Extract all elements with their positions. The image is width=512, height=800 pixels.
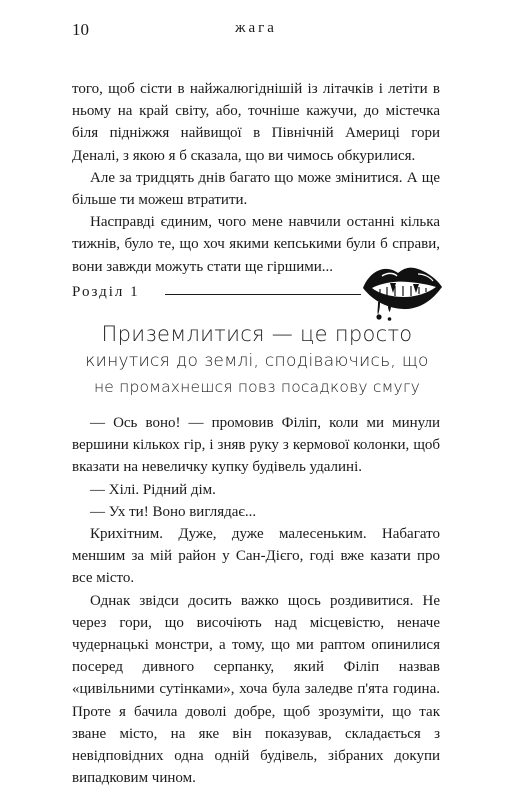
chapter-heading bbox=[72, 262, 442, 322]
paragraph: — Хілі. Рідний дім. bbox=[90, 481, 216, 498]
chapter-label: Розділ 1 bbox=[72, 284, 140, 300]
paragraph: того, щоб сісти в найжалюгіднішій із літачків і летіти в ньому на край світу, або, точніше кажучи, до містечка біля підніжжя найвищої в Північній Америці гори Деналі, з якою я б сказала, що ви чимось обкурилися. bbox=[72, 81, 440, 164]
intro-text bbox=[72, 78, 440, 278]
paragraph: Крихітним. Дуже, дуже малесеньким. Набагато меншим за мій район у Сан-Дієго, годі вже казати про все місто. bbox=[72, 526, 440, 587]
page-header bbox=[72, 20, 440, 44]
chapter-divider-line bbox=[165, 294, 361, 295]
paragraph: — Ось воно! — промовив Філіп, коли ми минули вершини кількох гір, і зняв руку з кермової колонки, щоб вказати на невеличку купку будівель удалині. bbox=[72, 415, 440, 476]
lips-with-fangs-icon bbox=[360, 262, 444, 324]
paragraph: Однак звідси досить важко щось роздивитися. Не через гори, що височіють над місцевістю, неначе чудернацькі монстри, а тому, що ми раптом опинилися посеред дивного серпанку, який Філіп назвав «цивільними сутінками», хоча була заледве п'ята година. Проте я бачила доволі добре, щоб зрозуміти, що так зване місто, на яке він показував, складається з невідповідних одна одній будівель, зібраних докупи випадковим чином. bbox=[72, 592, 440, 787]
paragraph: Але за тридцять днів багато що може змінитися. А ще більше ти можеш втратити. bbox=[72, 169, 440, 209]
chapter-title-line: Приземлитися — це просто bbox=[101, 322, 413, 346]
chapter-title-line: кинутися до землі, сподіваючись, що bbox=[85, 351, 429, 371]
paragraph: Насправді єдиним, чого мене навчили останні кілька тижнів, було те, що хоч якими кепськими були б справи, вони завжди можуть стати ще гіршими... bbox=[72, 214, 440, 275]
paragraph: — Ух ти! Воно виглядає... bbox=[90, 503, 257, 520]
chapter-title-line: не промахнешся повз посадкову смугу bbox=[93, 378, 421, 396]
page-number: 10 bbox=[72, 20, 89, 39]
chapter-title bbox=[72, 320, 442, 400]
running-title: жага bbox=[235, 20, 277, 36]
body-text bbox=[72, 412, 440, 789]
